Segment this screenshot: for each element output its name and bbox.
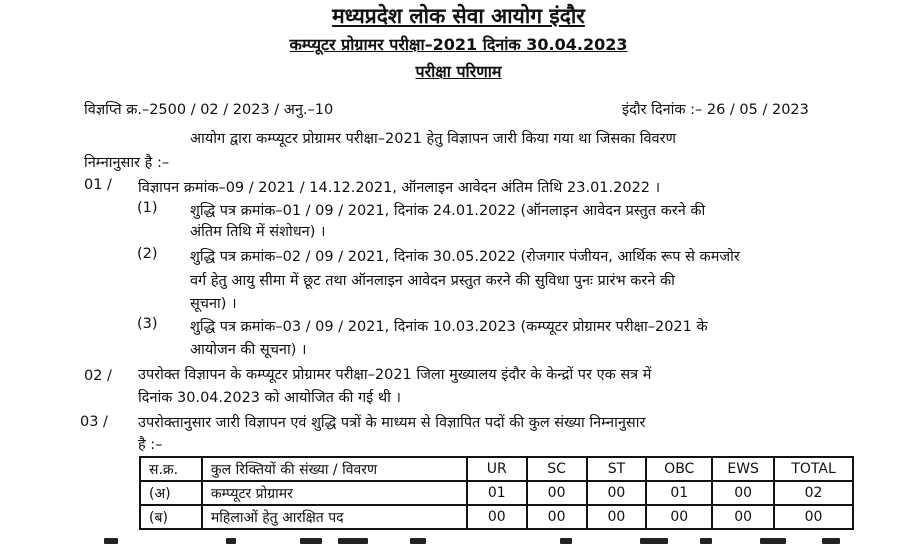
corrigendum-2-line-1: शुद्धि पत्र क्रमांक–02 / 09 / 2021, दिनांक 30.05.2022 (रोजगार पंजीयन, आर्थिक रूप से कमजोर: [190, 249, 740, 265]
row-ews: 00: [712, 481, 774, 505]
organization-title: मध्यप्रदेश लोक सेवा आयोग इंदौर: [332, 4, 585, 28]
corrigendum-1-line-1: शुद्धि पत्र क्रमांक–01 / 09 / 2021, दिनांक 24.01.2022 (ऑनलाइन आवेदन प्रस्तुत करने की: [190, 203, 706, 219]
exam-title: कम्प्यूटर प्रोग्रामर परीक्षा–2021 दिनांक 30.04.2023: [289, 35, 628, 54]
row-ews: 00: [712, 505, 774, 529]
row-sc: 00: [527, 481, 587, 505]
corrigendum-2-line-2: वर्ग हेतु आयु सीमा में छूट तथा ऑनलाइन आवेदन प्रस्तुत करने की सुविधा पुनः प्रारंभ करने की: [190, 273, 675, 289]
table-row: [140, 505, 853, 529]
corrigendum-3-line-1: शुद्धि पत्र क्रमांक–03 / 09 / 2021, दिनांक 10.03.2023 (कम्प्यूटर प्रोग्रामर परीक्षा–2021 के: [190, 319, 708, 335]
header-ur: UR: [467, 457, 527, 481]
item-03-line-1: उपरोक्तानुसार जारी विज्ञापन एवं शुद्धि पत्रों के माध्यम से विज्ञापित पदों की कुल संख्या निम्नानुसार: [138, 415, 646, 431]
corrigendum-2-line-3: सूचना) ।: [190, 296, 237, 312]
header-obc: OBC: [646, 457, 712, 481]
header-total: TOTAL: [774, 457, 853, 481]
intro-line-1: आयोग द्वारा कम्प्यूटर प्रोग्रामर परीक्षा–2021 हेतु विज्ञापन जारी किया गया था जिसका विवरण: [190, 131, 676, 147]
table-row: [140, 481, 853, 505]
item-01-number: 01 /: [84, 177, 112, 193]
intro-line-2: निम्नानुसार है :–: [84, 155, 170, 171]
item-03-line-2: है :–: [138, 437, 163, 453]
corrigendum-3-number: (3): [137, 316, 158, 332]
row-ur: 01: [467, 481, 527, 505]
row-st: 00: [587, 481, 647, 505]
header-sc: SC: [527, 457, 587, 481]
row-serial: (ब): [140, 505, 202, 529]
row-serial: (अ): [140, 481, 202, 505]
header-description: कुल रिक्तियों की संख्या / विवरण: [202, 457, 467, 481]
row-sc: 00: [527, 505, 587, 529]
item-02-number: 02 /: [84, 368, 112, 384]
corrigendum-2-number: (2): [137, 246, 158, 262]
row-description: कम्प्यूटर प्रोग्रामर: [202, 481, 467, 505]
item-03-number: 03 /: [80, 414, 108, 430]
notice-date: इंदौर दिनांक :– 26 / 05 / 2023: [622, 102, 809, 118]
table-header-row: [140, 457, 853, 481]
corrigendum-1-number: (1): [137, 200, 158, 216]
notice-number: विज्ञप्ति क्र.–2500 / 02 / 2023 / अनु.–10: [84, 102, 334, 118]
row-st: 00: [587, 505, 647, 529]
vacancy-table: [139, 456, 854, 530]
truncated-next-line: [0, 538, 917, 546]
header-ews: EWS: [712, 457, 774, 481]
row-obc: 00: [646, 505, 712, 529]
row-ur: 00: [467, 505, 527, 529]
item-01-text: विज्ञापन क्रमांक–09 / 2021 / 14.12.2021, ऑनलाइन आवेदन अंतिम तिथि 23.01.2022 ।: [138, 180, 661, 196]
row-description: महिलाओं हेतु आरक्षित पद: [202, 505, 467, 529]
item-02-line-1: उपरोक्त विज्ञापन के कम्प्यूटर प्रोग्रामर परीक्षा–2021 जिला मुख्यालय इंदौर के केन्द्रों पर एक सत्र में: [138, 367, 652, 383]
row-total: 00: [774, 505, 853, 529]
item-02-line-2: दिनांक 30.04.2023 को आयोजित की गई थी ।: [138, 390, 402, 406]
corrigendum-1-line-2: अंतिम तिथि में संशोधन) ।: [190, 224, 326, 240]
header-st: ST: [587, 457, 647, 481]
result-title: परीक्षा परिणाम: [415, 62, 502, 81]
corrigendum-3-line-2: आयोजन की सूचना) ।: [190, 342, 307, 358]
header-serial: स.क्र.: [140, 457, 202, 481]
row-total: 02: [774, 481, 853, 505]
row-obc: 01: [646, 481, 712, 505]
